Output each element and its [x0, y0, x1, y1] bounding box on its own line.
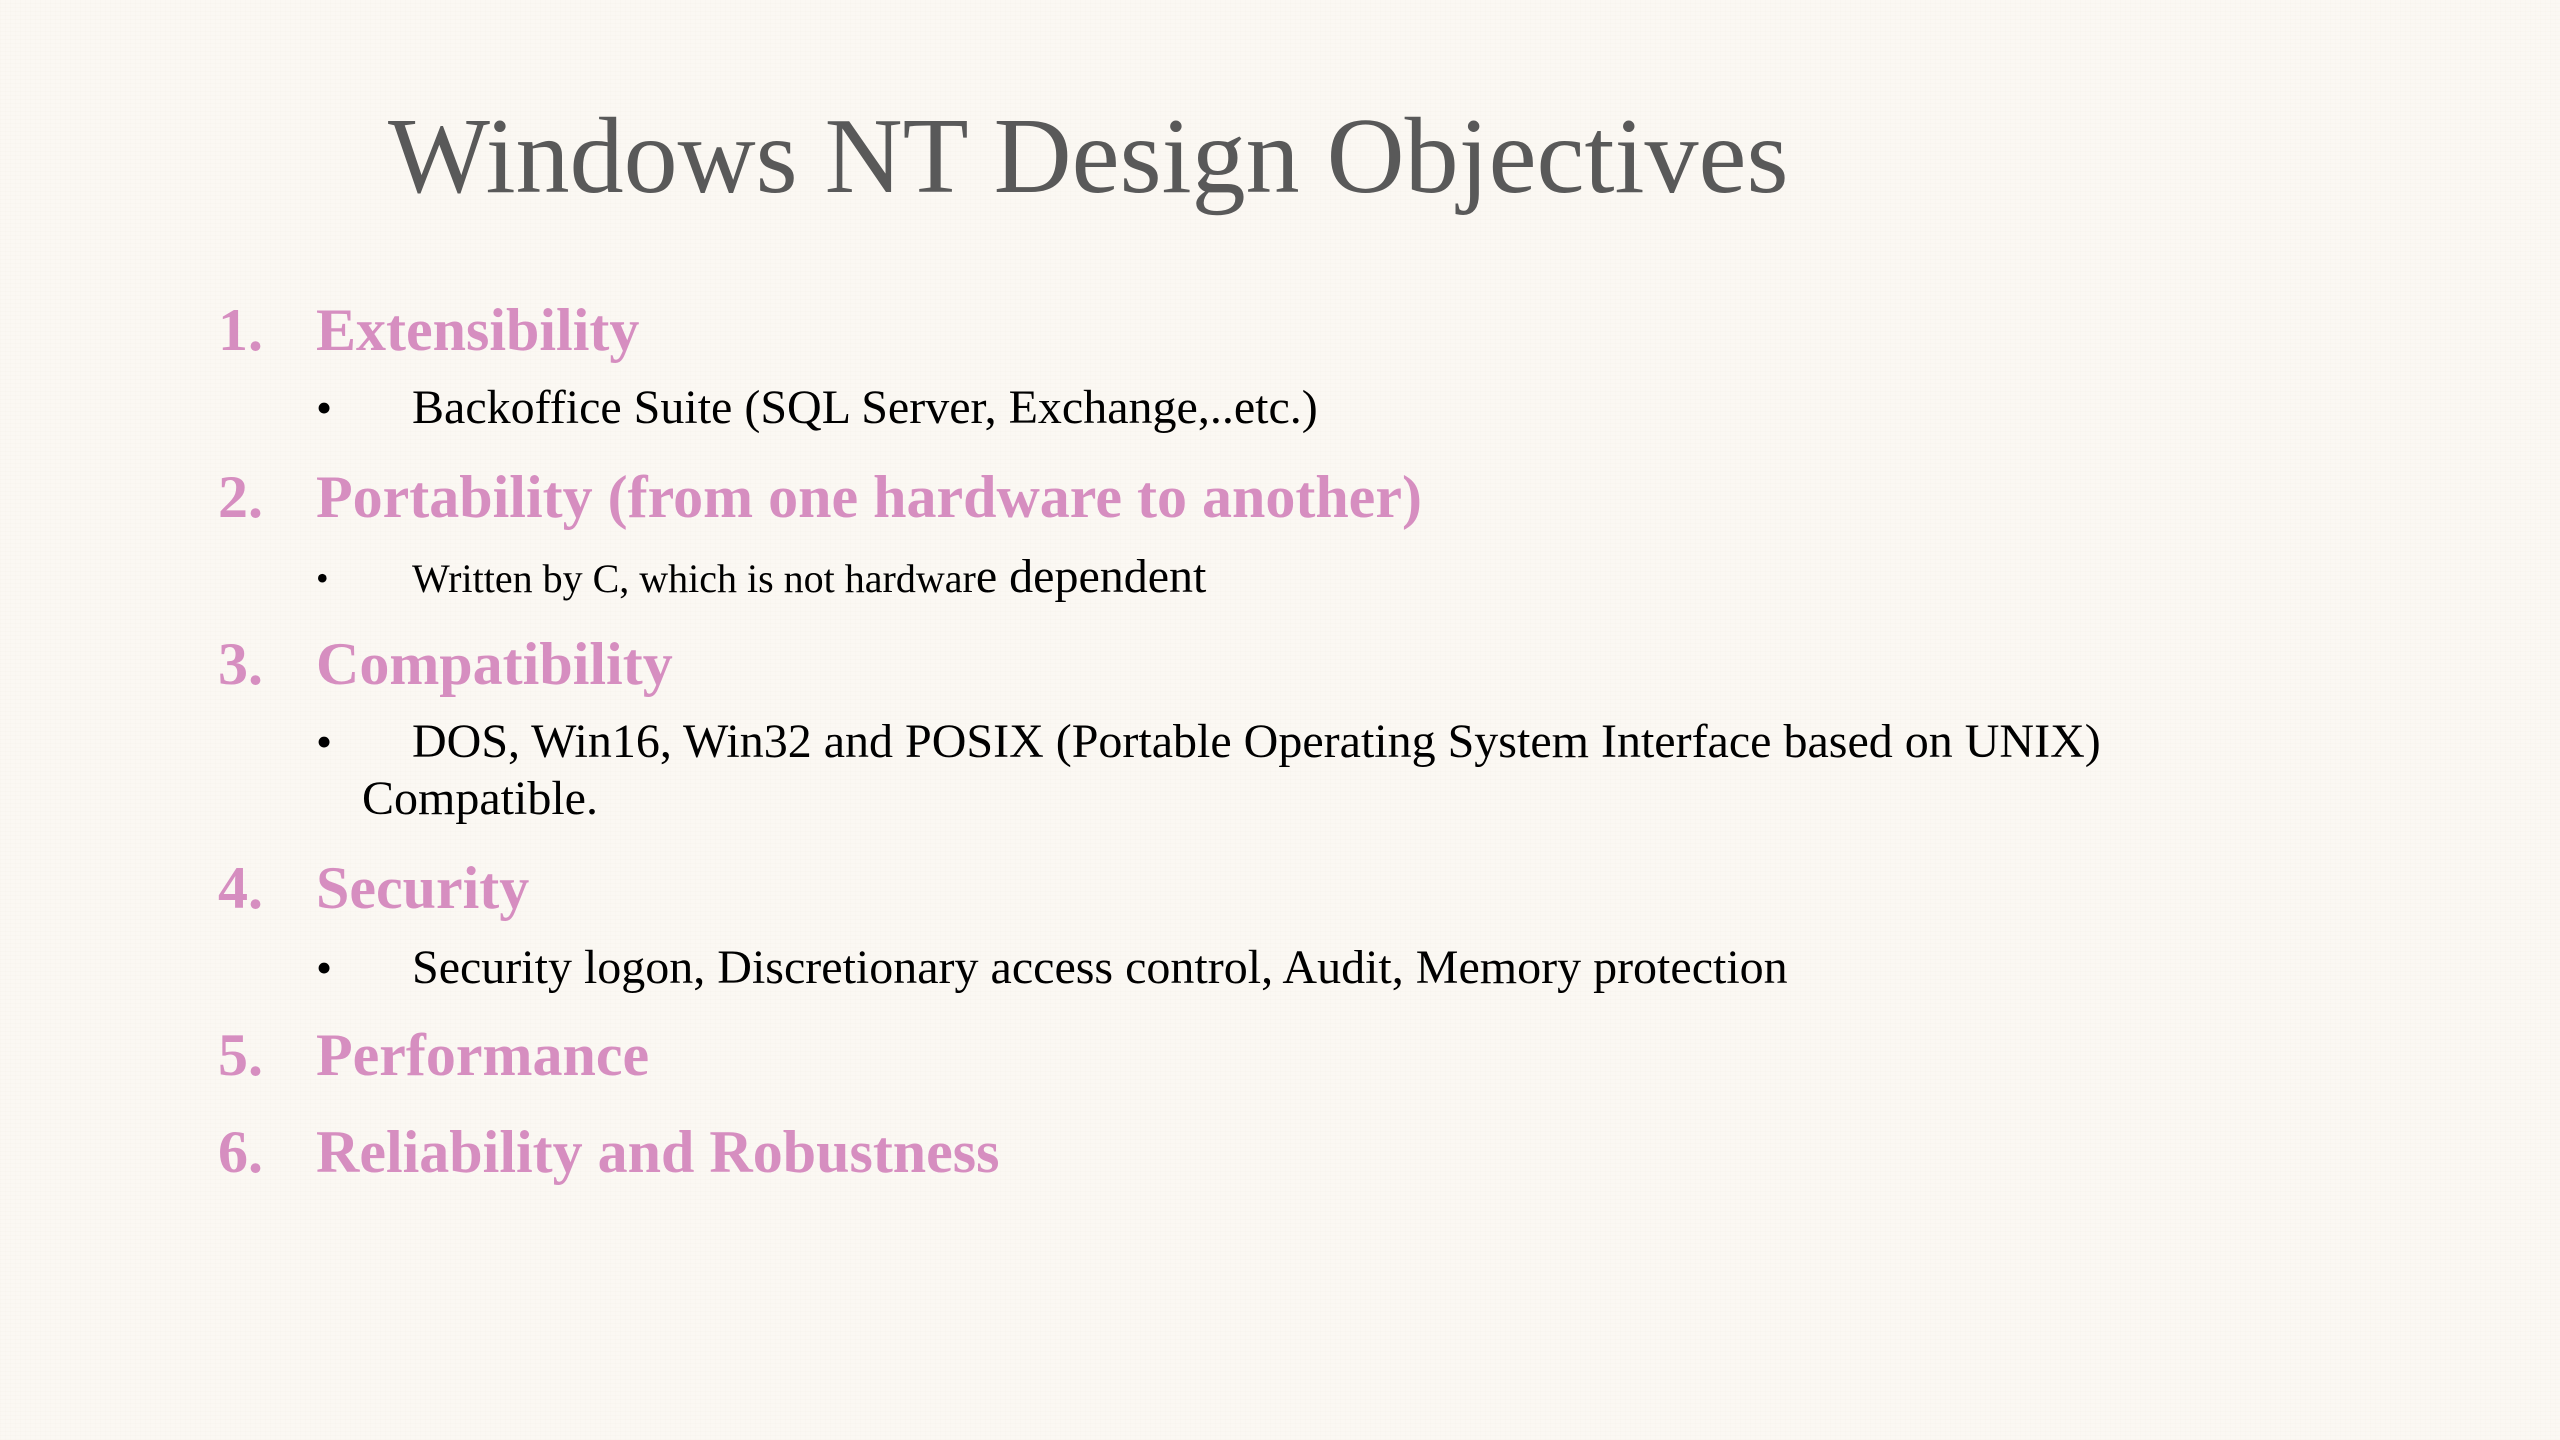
bullet-dot: •: [316, 942, 333, 993]
slide-title: Windows NT Design Objectives: [388, 97, 1789, 216]
item-heading-reliability: Reliability and Robustness: [316, 1119, 1000, 1185]
item-number-4: 4.: [218, 855, 263, 921]
bullet-dot: •: [316, 558, 329, 598]
bullet-dot: •: [316, 716, 333, 767]
bullet-text-security: Security logon, Discretionary access control, Audit, Memory protection: [412, 941, 1788, 994]
bullet-text-compatibility: DOS, Win16, Win32 and POSIX (Portable Operating System Interface based on UNIX): [412, 715, 2101, 768]
bullet-text-compatibility-continued: Compatible.: [362, 772, 598, 825]
item-heading-compatibility: Compatibility: [316, 631, 673, 697]
bullet-text-portability-small: Written by C, which is not hardwar: [412, 556, 976, 601]
item-heading-security: Security: [316, 855, 530, 921]
bullet-text-portability: [412, 548, 1206, 608]
item-heading-performance: Performance: [316, 1022, 650, 1088]
item-number-5: 5.: [218, 1022, 263, 1088]
bullet-text-portability-large: e dependent: [975, 550, 1207, 603]
item-number-1: 1.: [218, 297, 263, 363]
item-number-6: 6.: [218, 1119, 263, 1185]
item-number-2: 2.: [218, 464, 263, 530]
item-heading-portability: Portability (from one hardware to another): [316, 464, 1422, 530]
bullet-dot: •: [316, 382, 333, 433]
item-heading-extensibility: Extensibility: [316, 297, 640, 363]
item-number-3: 3.: [218, 631, 263, 697]
bullet-text-extensibility: Backoffice Suite (SQL Server, Exchange,..etc.): [412, 381, 1318, 434]
